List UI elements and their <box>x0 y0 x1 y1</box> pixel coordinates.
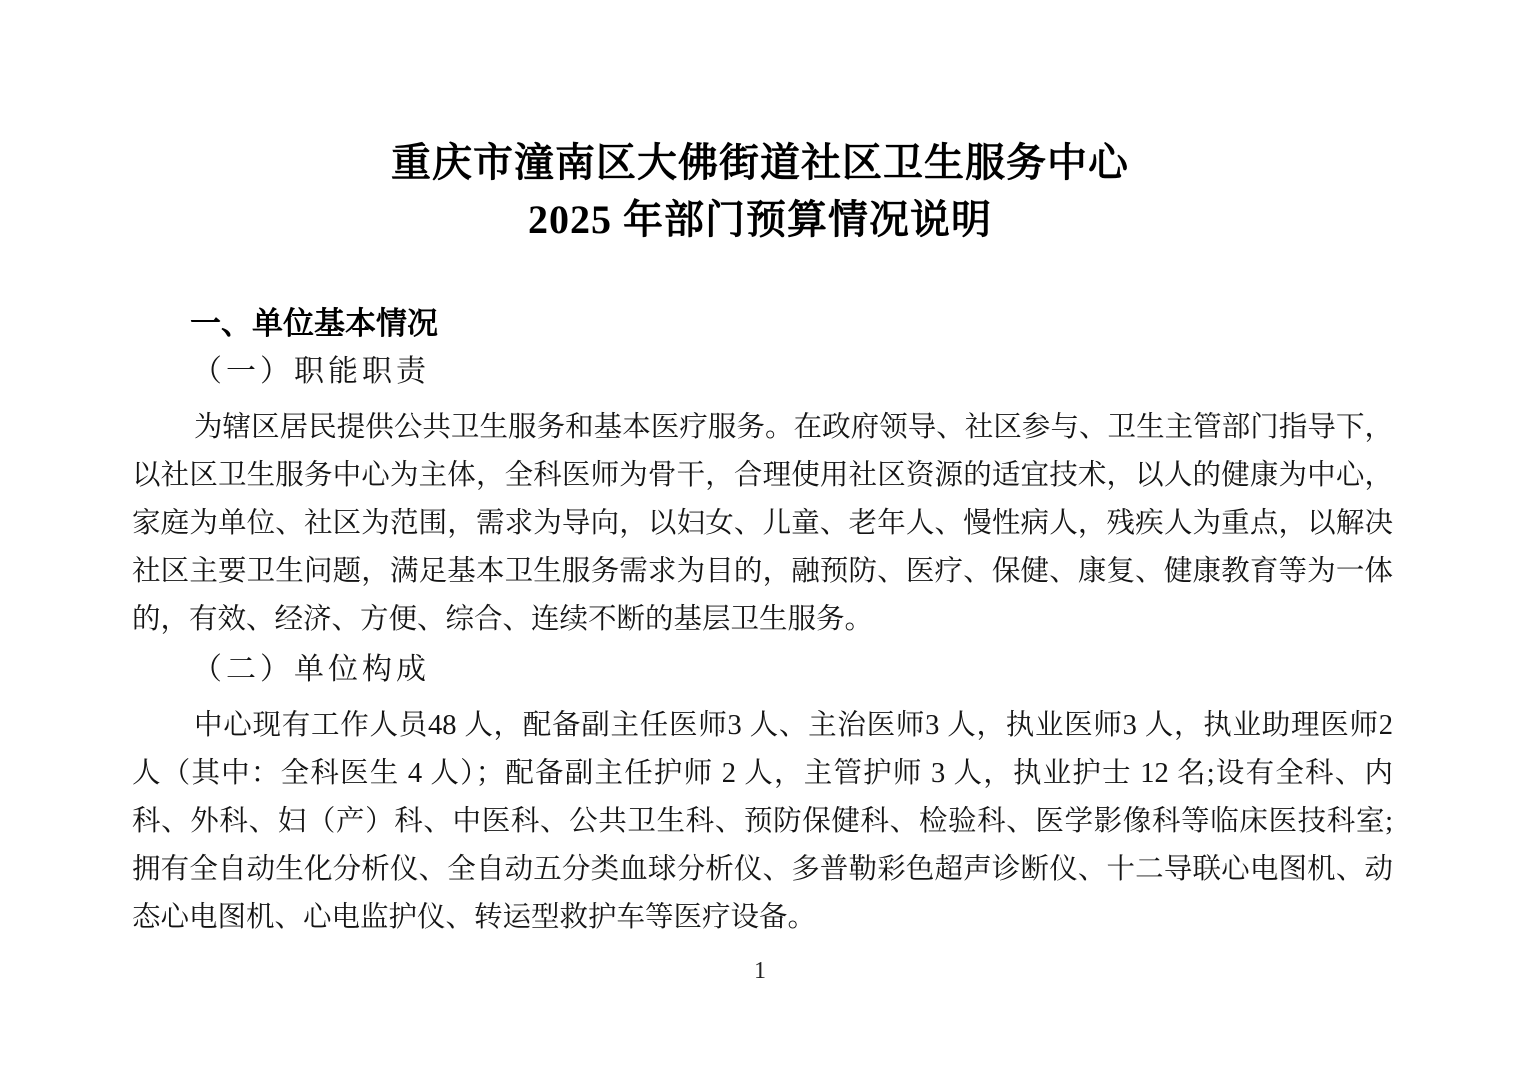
paragraph-duties: 为辖区居民提供公共卫生服务和基本医疗服务。在政府领导、社区参与、卫生主管部门指导下，以社区卫生服务中心为主体，全科医师为骨干，合理使用社区资源的适宜技术，以人的健康为中心，家庭为单位、社区为范围，需求为导向，以妇女、儿童、老年人、慢性病人，残疾人为重点，以解决社区主要卫生问题，满足基本卫生服务需求为目的，融预防、医疗、保健、康复、健康教育等为一体的，有效、经济、方便、综合、连续不断的基层卫生服务。 <box>132 412 1393 635</box>
document-body <box>132 300 1393 942</box>
paragraph-composition: 中心现有工作人员48 人，配备副主任医师3 人、主治医师3 人，执业医师3 人，执业助理医师2 人（其中：全科医生 4 人）；配备副主任护师 2 人，主管护师 3 人，执业护士 12 名;设有全科、内科、外科、妇（产）科、中医科、公共卫生科、预防保健科、检验科、医学影像科等临床医技科室;拥有全自动生化分析仪、全自动五分类血球分析仪、多普勒彩色超声诊断仪、十二导联心电图机、动态心电图机、心电监护仪、转运型救护车等医疗设备。 <box>132 710 1393 933</box>
subsection-heading-composition: （二）单位构成 <box>192 653 430 686</box>
document-title <box>0 0 1520 248</box>
title-line-2: 2025 年部门预算情况说明 <box>528 197 992 242</box>
section-heading-basic-info: 一、单位基本情况 <box>190 306 438 341</box>
title-line-1: 重庆市潼南区大佛街道社区卫生服务中心 <box>391 140 1129 185</box>
page-number: 1 <box>754 958 766 984</box>
subsection-heading-duties: （一）职能职责 <box>192 355 430 388</box>
